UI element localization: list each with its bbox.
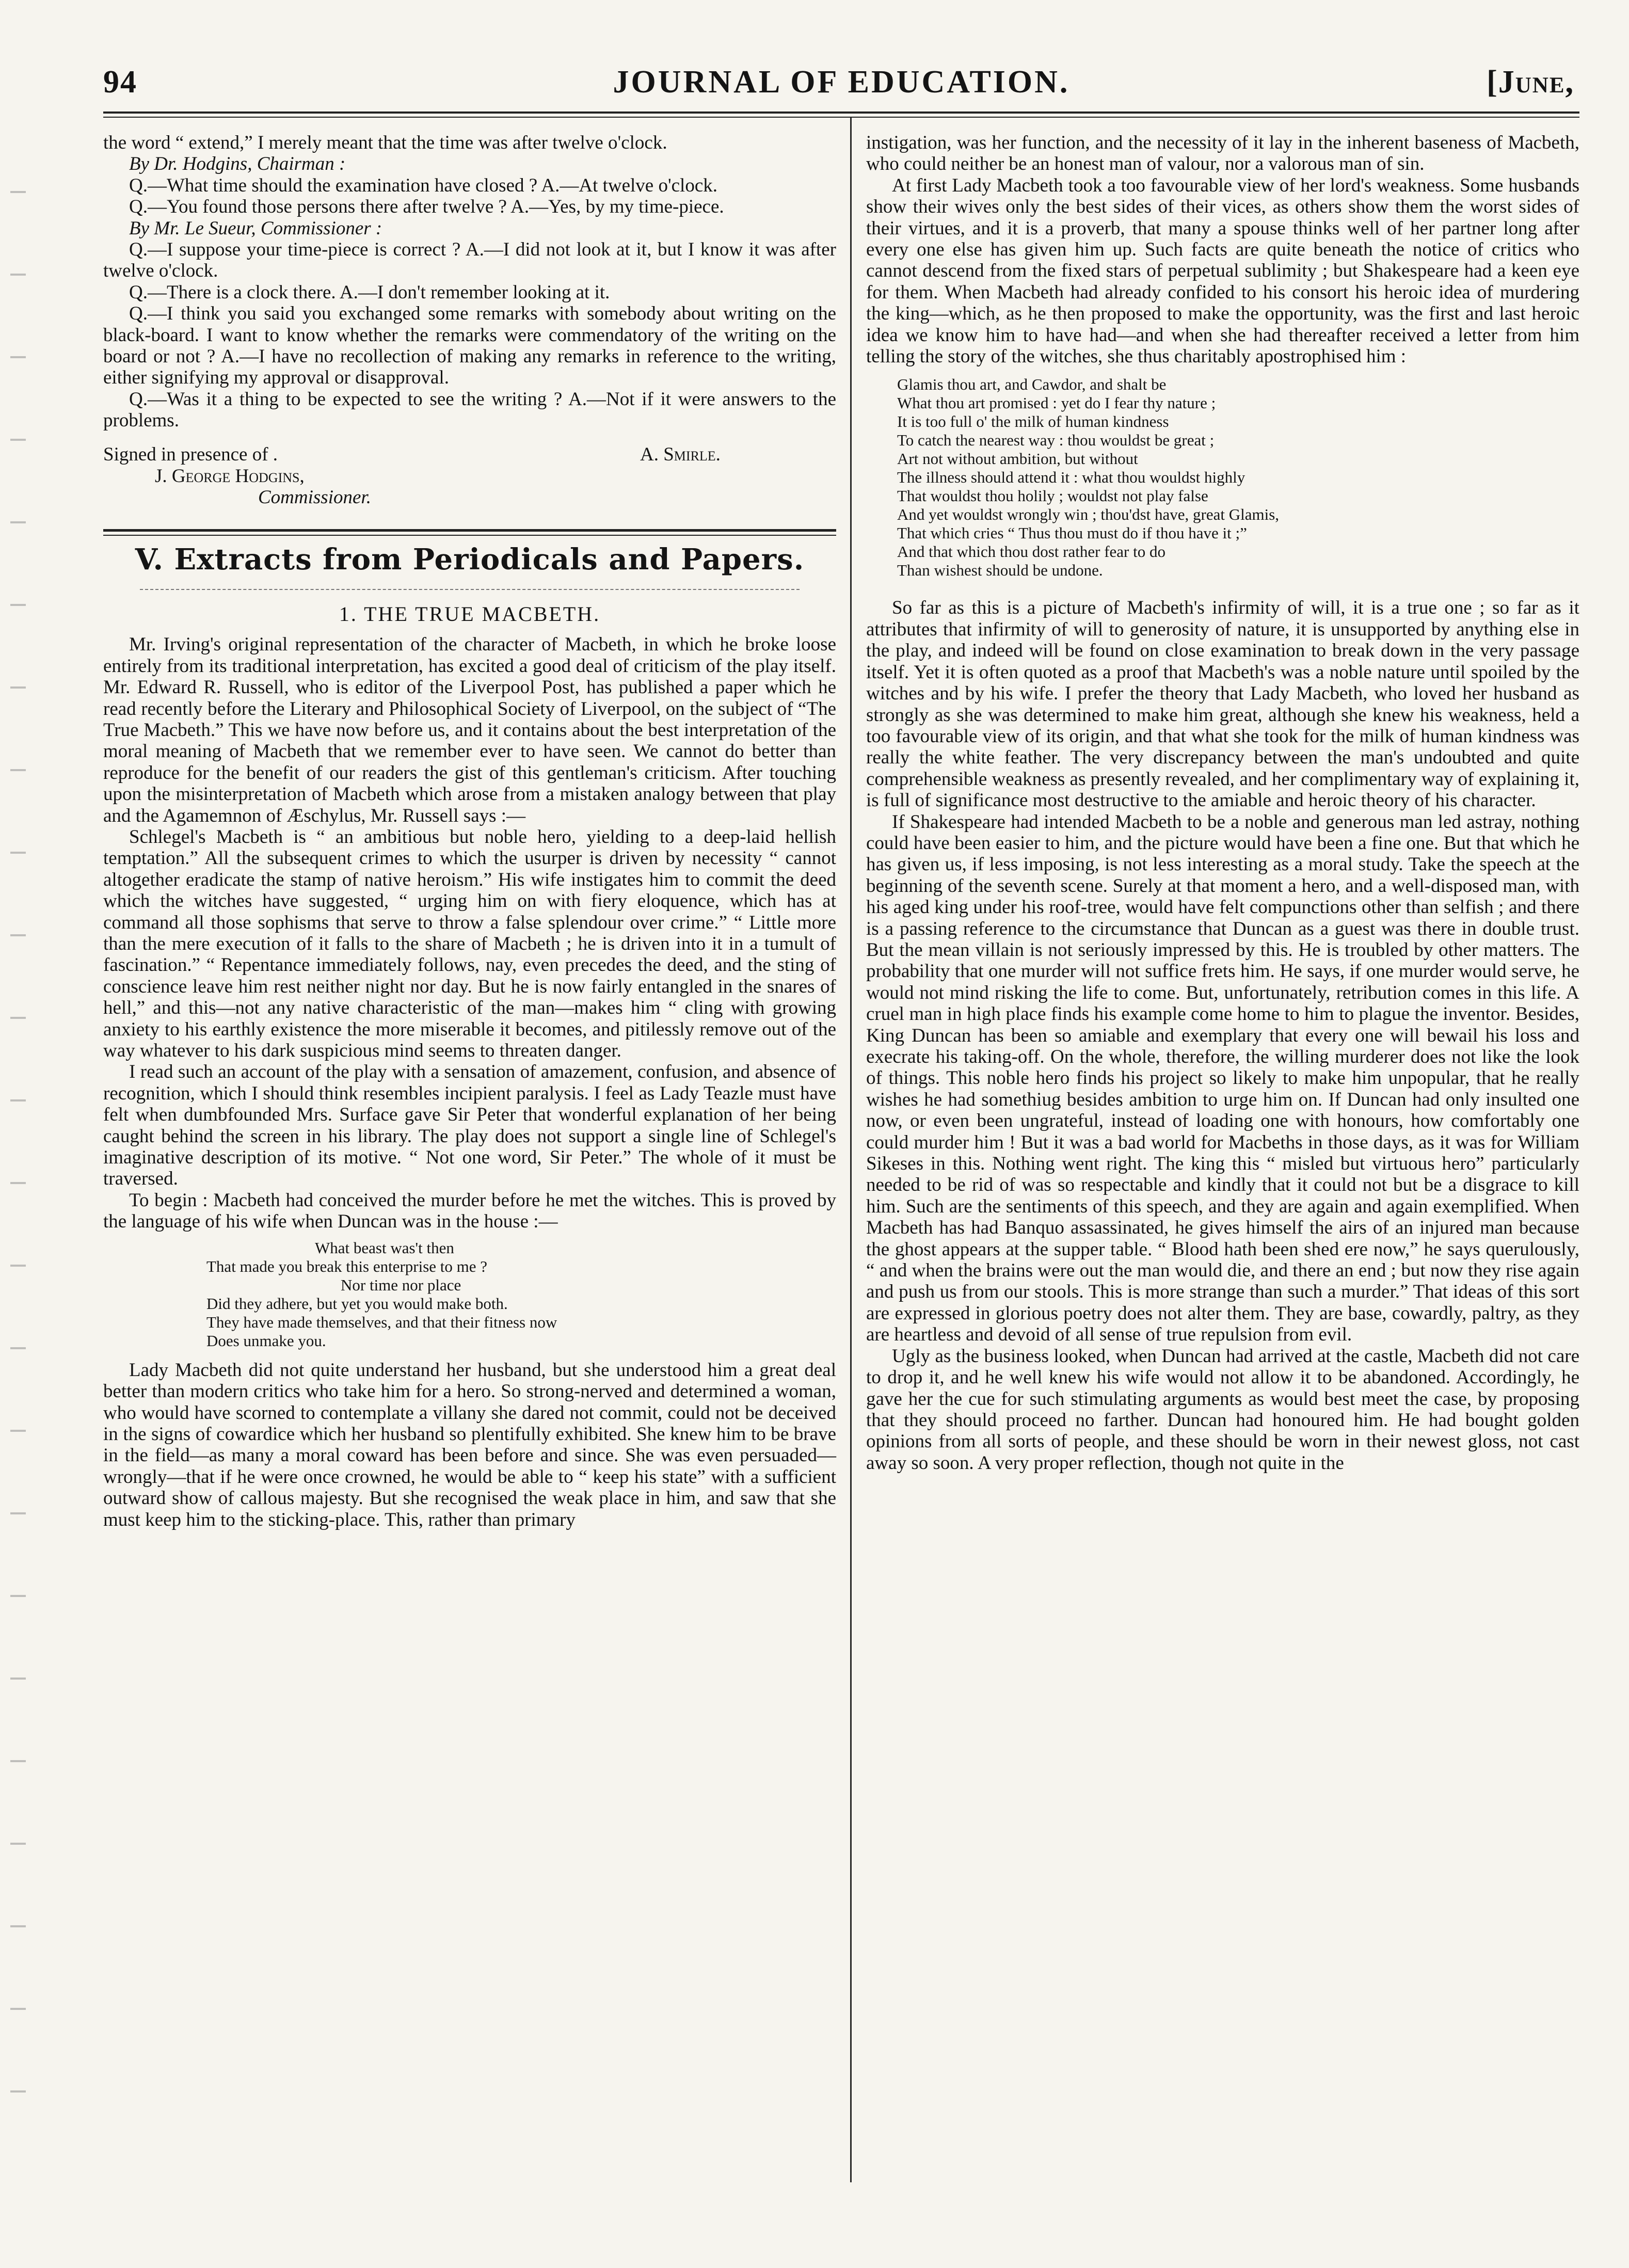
article-title: 1. THE TRUE MACBETH. [339, 602, 601, 626]
qa-line: Q.—What time should the examination have closed ? A.—At twelve o'clock. [129, 174, 718, 196]
journal-page [103, 57, 1579, 2234]
right-column [866, 132, 1579, 1474]
qa-line: Q.—I suppose your time-piece is correct ? A.—I did not look at it, but I know it was after twelve o'clock. [103, 239, 836, 282]
verse-line: The illness should attend it : what thou wouldst highly [897, 468, 1245, 487]
signed-text: Signed in presence of . [103, 443, 278, 465]
article-paragraph: Ugly as the business looked, when Duncan had arrived at the castle, Macbeth did not care to drop it, and he well knew his wife would not allow it to be abandoned. Accordingly, he gave her the cue for such stimulating arguments as would best meet the case, by proposing that they should proceed no farther. Duncan had honoured him. He had bought golden opinions from all sorts of people, and these should be worn in their newest gloss, not cast away so soon. A very proper reflection, though not quite in the [866, 1345, 1579, 1474]
issue-month: [June, [1487, 65, 1574, 100]
article-paragraph: If Shakespeare had intended Macbeth to be a noble and generous man led astray, nothing could have been easier to him, and the picture would have been a fine one. But that which he has given us, if less imposing, is not less interesting as a moral study. Take the speech at the beginning of the seventh scene. Surely at that moment a hero, and a well-disposed man, with his aged king under his roof-tree, would have felt compunctions other than selfish ; and there is a passing reference to the circumstance that Duncan as a guest was there in double trust. But the mean villain is not seriously impressed by this. He is troubled by other matters. The probability that one murder will not suffice frets him. He says, if one murder would serve, he would not mind risking the life to come. But, unfortunately, retribution comes in this life. A cruel man in high place finds his example come home to him to plague the inventor. Besides, King Duncan has been so amiable and exemplary that every one will bewail his loss and execrate his taking-off. On the whole, therefore, the willing murderer does not like the look of things. This noble hero finds his project so likely to make him unpopular, that he really wishes he had somethiug besides ambition to urge him on. If Duncan had only insulted one now, or even been ungrateful, instead of loading one with honours, how comfortably one could murder him ! But it was a bad world for Macbeths in those days, as it was for William Sikeses in this. Nothing went right. The king this “ misled but virtuous hero” particularly needed to be rid of was so respectable and kindly that it could not but be a disgrace to kill him. Such are the sentiments of this speech, and they are again and again exemplified. When Macbeth has had Banquo assassinated, he gives himself the airs of an injured man because the ghost appears at the supper table. “ Blood hath been shed ere now,” he says querulously, “ and when the brains were out the man would die, and there an end ; but now they rise again and push us from our stools. This is more strange than such a murder.” That ideas of this sort are expressed in glorious poetry does not alter them. They are base, cowardly, paltry, as they are heartless and devoid of all sense of true repulsion from evil. [866, 811, 1579, 1346]
verse-line: To catch the nearest way : thou wouldst be great ; [897, 431, 1215, 450]
verse-line: What beast was't then [315, 1238, 454, 1257]
section-rule [103, 529, 836, 536]
verse-line: Art not without ambition, but without [897, 450, 1138, 468]
verse-line: And yet wouldst wrongly win ; thou'dst have, great Glamis, [897, 505, 1280, 524]
verse-line: What thou art promised : yet do I fear thy nature ; [897, 394, 1216, 412]
ornamental-rule [140, 578, 800, 590]
witness-name: J. George Hodgins, [155, 465, 305, 487]
verse-line: Did they adhere, but yet you would make both. [206, 1294, 508, 1313]
verse-line: Nor time nor place [341, 1275, 461, 1294]
intro-text: the word “ extend,” I merely meant that the time was after twelve o'clock. [103, 132, 667, 153]
section-heading: V. Extracts from Periodicals and Papers. [135, 542, 805, 577]
columns [103, 118, 1579, 2234]
article-paragraph: Schlegel's Macbeth is “ an ambitious but noble hero, yielding to a deep-laid hellish temptation.” All the subsequent crimes to which the usurper is driven by necessity “ cannot altogether eradicate the stamp of native heroism.” His wife instigates him to commit the deed which the witches have suggested, “ urging him on with fiery eloquence, which has at command all those sophisms that serve to throw a false splendour over crime.” “ Little more than the mere execution of it falls to the share of Macbeth ; he is driven into it in a tumult of fascination.” “ Repentance immediately follows, nay, even precedes the deed, and the sting of conscience leave him rest neither night nor day. But he is now fairly entangled in the snares of hell,” and this—not any native characteristic of the man—makes him “ cling with growing anxiety to his earthly existence the more miserable it becomes, and pitilessly remove out of the way whatever to his dark suspicious mind seems to threaten danger. [103, 826, 836, 1062]
article-paragraph: At first Lady Macbeth took a too favourable view of her lord's weakness. Some husbands show their wives only the best sides of their vices, as others show them the worst sides of their virtues, and it is a proverb, that many a spouse thinks well of her partner long after every one else has given him up. Such facts are quite beneath the notice of critics who cannot descend from the fixed stars of perpetual sublimity ; but Shakespeare had a keen eye for them. When Macbeth had already confided to his consort his heroic idea of murdering the king—which, as he then proposed to make the opportunity, was the first and last heroic idea we know him to have had—and when she had thereafter received a letter from him telling the story of the witches, she thus charitably apostrophised him : [866, 174, 1579, 368]
article-paragraph: Mr. Irving's original representation of the character of Macbeth, in which he broke loose entirely from its traditional interpretation, has excited a good deal of criticism of the play itself. Mr. Edward R. Russell, who is editor of the Liverpool Post, has published a paper which he read recently before the Literary and Philosophical Society of Liverpool, on the subject of “The True Macbeth.” This we have now before us, and it contains about the best interpretation of the moral meaning of Macbeth that we remember ever to have seen. We cannot do better than reproduce for the benefit of our readers the gist of this gentleman's criticism. After touching upon the misinterpretation of Macbeth which arose from a mistaken analogy between that play and the Agamemnon of Æschylus, Mr. Russell says :— [103, 634, 836, 826]
byline-chairman: By Dr. Hodgins, Chairman : [129, 153, 346, 175]
verse-line: That made you break this enterprise to me ? [206, 1257, 488, 1275]
verse-line: And that which thou dost rather fear to do [897, 542, 1165, 561]
verse-line: Glamis thou art, and Cawdor, and shalt be [897, 375, 1167, 394]
column-divider [850, 118, 852, 2182]
qa-line: Q.—Was it a thing to be expected to see the writing ? A.—Not if it were answers to the problems. [103, 388, 836, 432]
article-paragraph: So far as this is a picture of Macbeth's infirmity of will, it is a true one ; so far as it attributes that infirmity of will to generosity of nature, it is unsupported by anything else in the play, and indeed will be found on close examination to break down in the very passage itself. Yet it is often quoted as a proof that Macbeth's was a noble nature until spoiled by the witches and by his wife. I prefer the theory that Lady Macbeth, who loved her husband as strongly as she was determined to make him great, although she knew his weakness, held a too favourable view of its origin, and that what she took for the milk of human kindness was really the white feather. The very discrepancy between the man's undoubted and quite comprehensible weakness as presently revealed, and her complimentary way of explaining it, is full of significance most destructive to the amiable and heroic theory of his character. [866, 597, 1579, 811]
header-rule [103, 111, 1579, 118]
page-number: 94 [103, 65, 137, 100]
verse-line: Does unmake you. [206, 1331, 326, 1350]
verse-line: Than wishest should be undone. [897, 561, 1103, 580]
article-paragraph: I read such an account of the play with a sensation of amazement, confusion, and absence of recognition, which I should think resembles incipient paralysis. I feel as Lady Teazle must have felt when dumbfounded Mrs. Surface gave Sir Peter that wonderful explanation of her being caught behind the screen in his library. The play does not support a single line of Schlegel's imaginative description of its motive. “ Not one word, Sir Peter.” The whole of it must be traversed. [103, 1061, 836, 1190]
article-paragraph: instigation, was her function, and the necessity of it lay in the inherent baseness of Macbeth, who could neither be an honest man of valour, nor a valorous man of sin. [866, 132, 1579, 175]
signer-name: A. Smirle. [640, 443, 721, 465]
left-column [103, 132, 836, 1530]
verse-line: That wouldst thou holily ; wouldst not play false [897, 487, 1208, 505]
verse-quotation [206, 1239, 836, 1350]
byline-commissioner: By Mr. Le Sueur, Commissioner : [129, 217, 382, 239]
verse-line: They have made themselves, and that their fitness now [206, 1313, 557, 1331]
scan-margin-specks [10, 155, 26, 2168]
witness-title: Commissioner. [258, 487, 371, 508]
qa-line: Q.—I think you said you exchanged some remarks with somebody about writing on the black-board. I want to know whether the remarks were commendatory of the writing on the board or not ? A.—I have no recollection of making any remarks in reference to the writing, either signifying my approval or disapproval. [103, 303, 836, 389]
verse-line: It is too full o' the milk of human kindness [897, 412, 1169, 431]
article-paragraph: To begin : Macbeth had conceived the murder before he met the witches. This is proved by the language of his wife when Duncan was in the house :— [103, 1189, 836, 1233]
article-paragraph: Lady Macbeth did not quite understand her husband, but she understood him a great deal better than modern critics who take him for a hero. So strong-nerved and determined a woman, who would have scorned to contemplate a villany she dared not commit, could not be deceived in the signs of cowardice which her husband so plentifully exhibited. She knew him to be brave in the field—as many a moral coward has been before and since. She was even persuaded—wrongly—that if he were once crowned, he would be able to “ keep his state” with a sufficient outward show of callous majesty. But she recognised the weak place in him, and saw that she must keep him to the sticking-place. This, rather than primary [103, 1359, 836, 1530]
qa-line: Q.—You found those persons there after twelve ? A.—Yes, by my time-piece. [129, 196, 724, 218]
qa-line: Q.—There is a clock there. A.—I don't remember looking at it. [129, 281, 610, 303]
signature-row [103, 444, 836, 466]
verse-line: That which cries “ Thus thou must do if thou have it ;” [897, 524, 1247, 542]
verse-quotation [897, 375, 1579, 580]
journal-title: JOURNAL OF EDUCATION. [613, 65, 1070, 100]
running-head [103, 57, 1579, 108]
